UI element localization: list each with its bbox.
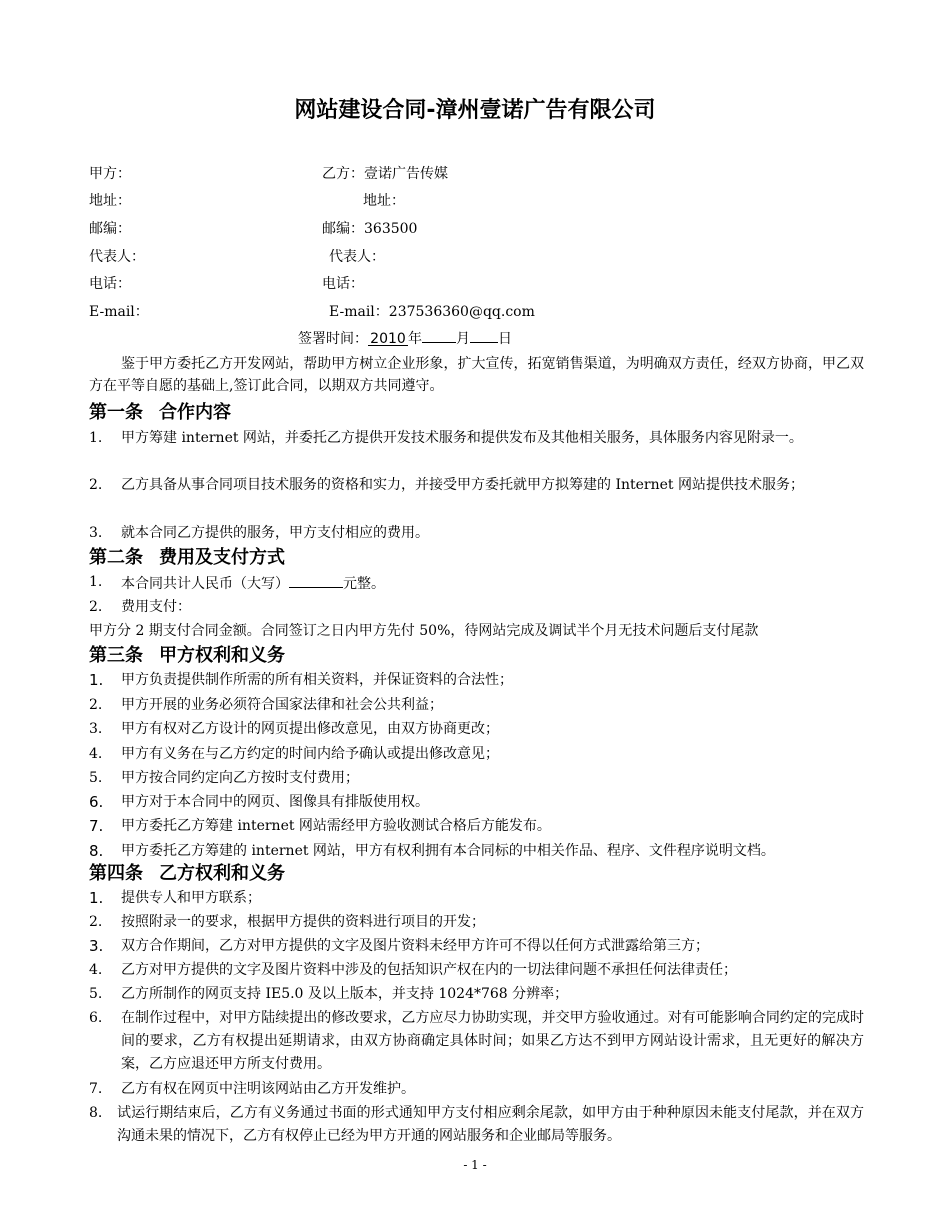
list-item [89, 596, 864, 619]
item-number: 1. [89, 430, 103, 446]
item-text: 就本合同乙方提供的服务，甲方支付相应的费用。 [121, 525, 429, 541]
amount-label: 本合同共计人民币（大写） [121, 576, 289, 592]
signing-day-blank [470, 326, 498, 343]
party-b-address: 地址： [363, 193, 405, 209]
list-item [89, 427, 864, 450]
party-b-label: 乙方：壹诺广告传媒 [322, 166, 448, 182]
list-item [89, 983, 864, 1006]
item-number: 6. [89, 793, 104, 811]
item-text: 甲方按合同约定向乙方按时支付费用； [121, 770, 359, 786]
item-text: 甲方开展的业务必须符合国家法律和社会公共利益； [121, 697, 443, 713]
item-number: 2. [89, 477, 103, 493]
item-text: 乙方对甲方提供的文字及图片资料中涉及的包括知识产权在内的一切法律问题不承担任何法律责任； [121, 962, 737, 978]
item-text: 按照附录一的要求，根据甲方提供的资料进行项目的开发； [121, 914, 485, 930]
item-number: 3. [89, 525, 103, 541]
item-number: 8. [89, 1105, 103, 1121]
item-number: 6. [89, 1010, 103, 1026]
list-item [89, 911, 864, 934]
list-item [89, 1102, 864, 1148]
item-text: 乙方具备从事合同项目技术服务的资格和实力，并接受甲方委托就甲方拟筹建的 Internet 网站提供技术服务； [121, 477, 804, 493]
signing-year-unit: 年 [408, 331, 422, 347]
section-2-heading [89, 546, 285, 570]
item-number: 1. [89, 574, 103, 590]
item-text: 在制作过程中，对甲方陆续提出的修改要求，乙方应尽力协助实现，并交甲方验收通过。对有可能影响合同约定的完成时间的要求，乙方有权提出延期请求，由双方协商确定具体时间；如果乙方达不到甲方网站设计需求，且无更好的解决方案，乙方应退还甲方所支付费用。 [121, 1010, 864, 1072]
item-number: 2. [89, 914, 103, 930]
section-1-heading [89, 401, 231, 425]
party-a-representative: 代表人： [89, 249, 145, 265]
item-number: 3. [89, 937, 104, 955]
section-4-title: 乙方权利和义务 [159, 863, 285, 884]
party-a-postcode: 邮编： [89, 221, 131, 237]
item-text: 双方合作期间，乙方对甲方提供的文字及图片资料未经甲方许可不得以任何方式泄露给第三方； [121, 938, 709, 954]
item-text: 提供专人和甲方联系； [121, 890, 261, 906]
party-b-representative: 代表人： [329, 249, 385, 265]
section-2-number: 第二条 [89, 547, 143, 568]
preamble-paragraph: 鉴于甲方委托乙方开发网站，帮助甲方树立企业形象，扩大宣传，拓宽销售渠道，为明确双方责任，经双方协商，甲乙双方在平等自愿的基础上,签订此合同，以期双方共同遵守。 [89, 356, 864, 394]
item-number: 1. [89, 889, 104, 907]
item-text: 甲方委托乙方筹建 internet 网站需经甲方验收测试合格后方能发布。 [121, 818, 551, 834]
section-4-heading [89, 862, 285, 886]
party-a-phone: 电话： [89, 276, 131, 292]
list-item [89, 474, 864, 497]
list-item [89, 522, 864, 545]
amount-unit: 元整。 [343, 576, 385, 592]
document-title: 网站建设合同-漳州壹诺广告有限公司 [294, 98, 656, 123]
section-3-number: 第三条 [89, 645, 143, 666]
party-b-email: E-mail：237536360@qq.com [329, 304, 535, 320]
item-number: 8. [89, 842, 104, 860]
list-item [89, 694, 864, 717]
item-text: 甲方委托乙方筹建的 internet 网站，甲方有权利拥有本合同标的中相关作品、程序、文件程序说明文档。 [121, 843, 775, 859]
list-item [89, 571, 864, 596]
item-text: 费用支付： [121, 599, 191, 615]
item-text [121, 571, 864, 596]
item-number: 3. [89, 721, 103, 737]
list-item [89, 669, 864, 692]
item-number: 2. [89, 599, 103, 615]
signing-month-blank [422, 326, 456, 343]
list-item [89, 840, 864, 863]
list-item [89, 1007, 864, 1076]
section-1-number: 第一条 [89, 402, 143, 423]
item-text: 甲方对于本合同中的网页、图像具有排版使用权。 [121, 794, 429, 810]
party-a-label: 甲方： [89, 166, 131, 182]
signing-month-unit: 月 [456, 331, 470, 347]
section-3-heading [89, 644, 285, 668]
item-text: 甲方负责提供制作所需的所有相关资料，并保证资料的合法性； [121, 672, 513, 688]
item-text: 试运行期结束后，乙方有义务通过书面的形式通知甲方支付相应剩余尾款，如甲方由于种种原因未能支付尾款，并在双方沟通未果的情况下，乙方有权停止已经为甲方开通的网站服务和企业邮局等服务。 [117, 1105, 864, 1144]
party-b-postcode: 邮编：363500 [322, 221, 418, 237]
list-item [89, 791, 864, 814]
item-text: 甲方筹建 internet 网站，并委托乙方提供开发技术服务和提供发布及其他相关服务，具体服务内容见附录一。 [121, 430, 803, 446]
item-number: 7. [89, 1081, 103, 1097]
party-b-phone: 电话： [322, 276, 364, 292]
list-item [89, 767, 864, 790]
item-number: 7. [89, 817, 104, 835]
section-3-title: 甲方权利和义务 [159, 645, 285, 666]
signing-date [298, 326, 512, 349]
party-a-address: 地址： [89, 193, 131, 209]
section-1-title: 合作内容 [159, 402, 231, 423]
list-item [89, 815, 864, 838]
signing-day-unit: 日 [498, 331, 512, 347]
signing-date-label: 签署时间： [298, 331, 368, 347]
item-number: 1. [89, 671, 104, 689]
item-text: 甲方有义务在与乙方约定的时间内给予确认或提出修改意见； [121, 746, 499, 762]
list-item [89, 718, 864, 741]
item-number: 2. [89, 697, 103, 713]
page-number: - 1 - [463, 1158, 487, 1172]
amount-blank [289, 571, 343, 588]
item-number: 4. [89, 962, 103, 978]
party-a-email: E-mail： [89, 304, 149, 320]
section-4-number: 第四条 [89, 863, 143, 884]
item-text: 乙方所制作的网页支持 IE5.0 及以上版本，并支持 1024*768 分辨率； [121, 986, 569, 1002]
item-number: 4. [89, 746, 103, 762]
list-item [89, 887, 864, 910]
item-number: 5. [89, 986, 103, 1002]
signing-year: 2010 [368, 329, 408, 346]
section-2-title: 费用及支付方式 [159, 547, 285, 568]
item-number: 5. [89, 770, 103, 786]
payment-note: 甲方分 2 期支付合同金额。合同签订之日内甲方先付 50%，待网站完成及调试半个月无技术问题后支付尾款 [89, 623, 759, 639]
list-item [89, 1078, 864, 1101]
item-text: 乙方有权在网页中注明该网站由乙方开发维护。 [121, 1081, 415, 1097]
list-item [89, 959, 864, 982]
list-item [89, 935, 864, 958]
item-text: 甲方有权对乙方设计的网页提出修改意见，由双方协商更改； [121, 721, 499, 737]
list-item [89, 743, 864, 766]
